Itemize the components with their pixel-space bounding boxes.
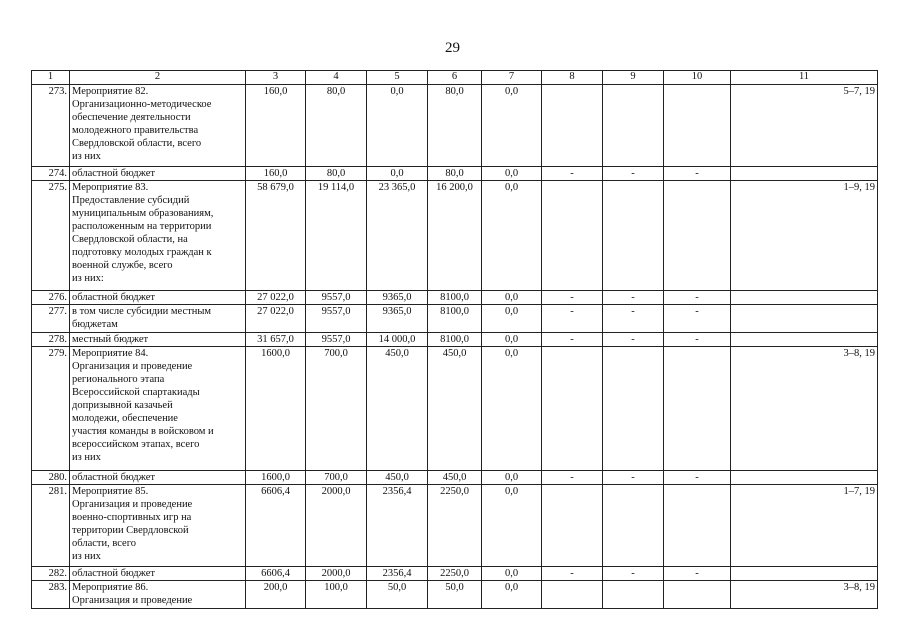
value-col8: - (542, 567, 603, 581)
column-header: 5 (367, 71, 428, 85)
value-col4: 19 114,0 (306, 181, 367, 291)
value-col3: 58 679,0 (246, 181, 306, 291)
value-col4: 2000,0 (306, 485, 367, 567)
column-header: 9 (603, 71, 664, 85)
value-col3: 160,0 (246, 167, 306, 181)
value-col10 (664, 581, 731, 609)
value-col5: 23 365,0 (367, 181, 428, 291)
value-col4: 700,0 (306, 471, 367, 485)
value-col10: - (664, 567, 731, 581)
value-col3: 1600,0 (246, 471, 306, 485)
column-header: 11 (731, 71, 878, 85)
row-description: областной бюджет (70, 167, 246, 181)
table-row (32, 333, 878, 347)
target-indicators (731, 291, 878, 305)
row-description: в том числе субсидии местным бюджетам (70, 305, 246, 333)
value-col5: 450,0 (367, 471, 428, 485)
row-number: 274. (32, 167, 70, 181)
value-col8: - (542, 305, 603, 333)
row-description: областной бюджет (70, 567, 246, 581)
value-col7: 0,0 (482, 167, 542, 181)
column-header: 3 (246, 71, 306, 85)
value-col7: 0,0 (482, 333, 542, 347)
value-col7: 0,0 (482, 567, 542, 581)
table-row (32, 167, 878, 181)
column-header: 6 (428, 71, 482, 85)
row-description: областной бюджет (70, 471, 246, 485)
value-col7: 0,0 (482, 471, 542, 485)
value-col9: - (603, 333, 664, 347)
value-col7: 0,0 (482, 85, 542, 167)
value-col6: 2250,0 (428, 485, 482, 567)
target-indicators (731, 333, 878, 347)
target-indicators: 1–9, 19 (731, 181, 878, 291)
value-col7: 0,0 (482, 291, 542, 305)
row-number: 276. (32, 291, 70, 305)
value-col10 (664, 347, 731, 471)
target-indicators (731, 567, 878, 581)
value-col4: 80,0 (306, 85, 367, 167)
value-col9: - (603, 305, 664, 333)
row-description: областной бюджет (70, 291, 246, 305)
row-description: Мероприятие 82. Организационно-методическое обеспечение деятельности молодежного правительства Свердловской области, всего из них (70, 85, 246, 167)
value-col7: 0,0 (482, 305, 542, 333)
value-col9: - (603, 471, 664, 485)
column-header: 1 (32, 71, 70, 85)
table-row (32, 485, 878, 567)
table-row (32, 471, 878, 485)
value-col8 (542, 85, 603, 167)
value-col9 (603, 347, 664, 471)
row-number: 277. (32, 305, 70, 333)
table-row (32, 305, 878, 333)
row-number: 273. (32, 85, 70, 167)
value-col3: 200,0 (246, 581, 306, 609)
value-col6: 50,0 (428, 581, 482, 609)
value-col3: 27 022,0 (246, 305, 306, 333)
value-col8: - (542, 167, 603, 181)
value-col5: 9365,0 (367, 291, 428, 305)
value-col8 (542, 347, 603, 471)
value-col10: - (664, 305, 731, 333)
table-row (32, 85, 878, 167)
target-indicators (731, 305, 878, 333)
row-description: Мероприятие 84. Организация и проведение регионального этапа Всероссийской спартакиады допризывной казачьей молодежи, обеспечение участия команды в войсковом и всероссийском этапах, всего из них (70, 347, 246, 471)
row-number: 278. (32, 333, 70, 347)
page-number: 29 (445, 40, 460, 56)
value-col6: 80,0 (428, 167, 482, 181)
column-header: 2 (70, 71, 246, 85)
value-col3: 6606,4 (246, 485, 306, 567)
row-number: 281. (32, 485, 70, 567)
value-col3: 31 657,0 (246, 333, 306, 347)
row-number: 279. (32, 347, 70, 471)
value-col8: - (542, 333, 603, 347)
value-col6: 450,0 (428, 347, 482, 471)
target-indicators: 5–7, 19 (731, 85, 878, 167)
value-col7: 0,0 (482, 347, 542, 471)
value-col6: 2250,0 (428, 567, 482, 581)
table-row (32, 567, 878, 581)
value-col10: - (664, 167, 731, 181)
value-col9 (603, 181, 664, 291)
value-col3: 160,0 (246, 85, 306, 167)
value-col10: - (664, 471, 731, 485)
column-header: 4 (306, 71, 367, 85)
value-col5: 9365,0 (367, 305, 428, 333)
value-col9: - (603, 567, 664, 581)
row-number: 283. (32, 581, 70, 609)
value-col8 (542, 485, 603, 567)
value-col6: 80,0 (428, 85, 482, 167)
value-col5: 0,0 (367, 85, 428, 167)
budget-table (31, 70, 878, 609)
value-col10: - (664, 291, 731, 305)
value-col7: 0,0 (482, 485, 542, 567)
column-header: 10 (664, 71, 731, 85)
value-col6: 16 200,0 (428, 181, 482, 291)
value-col5: 2356,4 (367, 485, 428, 567)
value-col4: 2000,0 (306, 567, 367, 581)
value-col10 (664, 85, 731, 167)
value-col9: - (603, 291, 664, 305)
value-col10: - (664, 333, 731, 347)
value-col6: 8100,0 (428, 305, 482, 333)
value-col5: 50,0 (367, 581, 428, 609)
value-col4: 80,0 (306, 167, 367, 181)
value-col6: 450,0 (428, 471, 482, 485)
target-indicators: 3–8, 19 (731, 581, 878, 609)
table-row (32, 181, 878, 291)
value-col5: 2356,4 (367, 567, 428, 581)
value-col5: 14 000,0 (367, 333, 428, 347)
value-col5: 450,0 (367, 347, 428, 471)
value-col4: 700,0 (306, 347, 367, 471)
row-number: 280. (32, 471, 70, 485)
target-indicators: 1–7, 19 (731, 485, 878, 567)
value-col3: 6606,4 (246, 567, 306, 581)
value-col4: 9557,0 (306, 291, 367, 305)
row-description: Мероприятие 85. Организация и проведение военно-спортивных игр на территории Свердловской области, всего из них (70, 485, 246, 567)
value-col7: 0,0 (482, 581, 542, 609)
value-col3: 27 022,0 (246, 291, 306, 305)
value-col4: 9557,0 (306, 333, 367, 347)
row-description: Мероприятие 86. Организация и проведение (70, 581, 246, 609)
value-col4: 9557,0 (306, 305, 367, 333)
table-row (32, 347, 878, 471)
value-col8: - (542, 471, 603, 485)
value-col8 (542, 581, 603, 609)
value-col6: 8100,0 (428, 333, 482, 347)
value-col4: 100,0 (306, 581, 367, 609)
column-header: 7 (482, 71, 542, 85)
table-row (32, 291, 878, 305)
row-number: 275. (32, 181, 70, 291)
value-col9 (603, 485, 664, 567)
row-number: 282. (32, 567, 70, 581)
row-description: Мероприятие 83. Предоставление субсидий муниципальным образованиям, расположенным на территории Свердловской области, на подготовку молодых граждан к военной службе, всего из них: (70, 181, 246, 291)
value-col10 (664, 485, 731, 567)
value-col10 (664, 181, 731, 291)
value-col9: - (603, 167, 664, 181)
value-col5: 0,0 (367, 167, 428, 181)
table-row (32, 581, 878, 609)
target-indicators (731, 167, 878, 181)
target-indicators: 3–8, 19 (731, 347, 878, 471)
value-col8: - (542, 291, 603, 305)
value-col3: 1600,0 (246, 347, 306, 471)
value-col9 (603, 85, 664, 167)
value-col8 (542, 181, 603, 291)
row-description: местный бюджет (70, 333, 246, 347)
value-col6: 8100,0 (428, 291, 482, 305)
value-col7: 0,0 (482, 181, 542, 291)
target-indicators (731, 471, 878, 485)
value-col9 (603, 581, 664, 609)
header-row (32, 71, 878, 85)
column-header: 8 (542, 71, 603, 85)
